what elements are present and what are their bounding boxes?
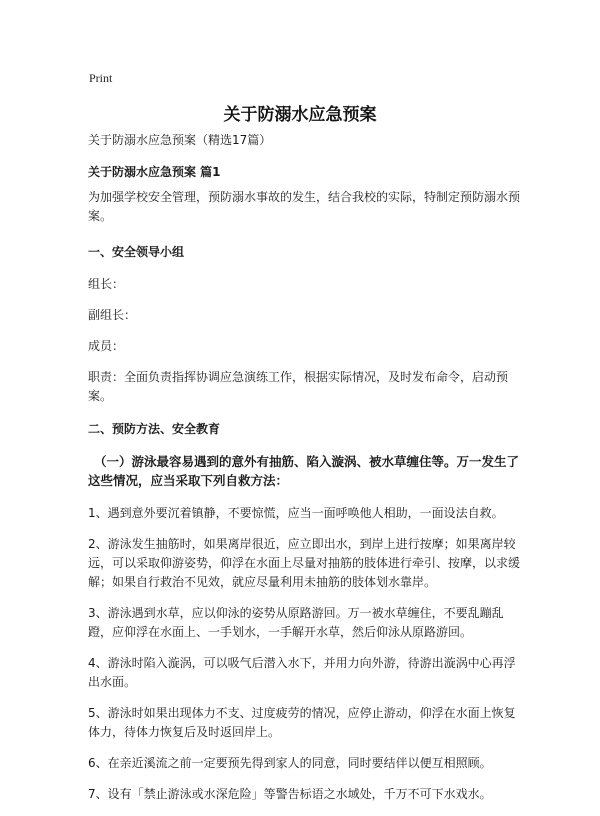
role-leader: 组长： xyxy=(88,277,125,291)
document-title: 关于防溺水应急预案 xyxy=(223,105,377,125)
document-body xyxy=(88,131,520,816)
list-item: 2、游泳发生抽筋时，如果离岸很近，应立即出水，到岸上进行按摩；如果离岸较远，可以采取仰游姿势，仰浮在水面上尽量对抽筋的肢体进行牵引、按摩，以求缓解；如果自行救治不见效，就应尽量利用未抽筋的肢体划水靠岸。 xyxy=(88,537,521,589)
list-item: 1、遇到意外要沉着镇静，不要惊慌，应当一面呼唤他人相助，一面设法自救。 xyxy=(88,506,504,520)
document-subtitle: 关于防溺水应急预案（精选17篇） xyxy=(88,133,272,147)
list-item: 7、设有「禁止游泳或水深危险」等警告标语之水域处，千万不可下水戏水。 xyxy=(88,787,492,801)
list-item: 3、游泳遇到水草，应以仰泳的姿势从原路游回。万一被水草缠住，不要乱蹦乱蹬，应仰浮在水面上、一手划水，一手解开水草，然后仰泳从原路游回。 xyxy=(88,606,504,639)
role-deputy: 副组长： xyxy=(88,308,137,322)
role-members: 成员： xyxy=(88,339,125,353)
section-heading-leadership: 一、安全领导小组 xyxy=(88,245,185,259)
list-item: 4、游泳时陷入漩涡，可以吸气后潜入水下，并用力向外游，待游出漩涡中心再浮出水面。 xyxy=(88,656,516,689)
list-item: 6、在亲近溪流之前一定要预先得到家人的同意，同时要结伴以便互相照顾。 xyxy=(88,756,492,770)
duty-paragraph: 职责：全面负责指挥协调应急演练工作，根据实际情况，及时发布命令，启动预案。 xyxy=(88,370,509,403)
article-heading: 关于防溺水应急预案 篇1 xyxy=(88,165,221,179)
self-rescue-intro: （一）游泳最容易遇到的意外有抽筋、陷入漩涡、被水草缠住等。万一发生了这些情况，应当采取下列自救方法： xyxy=(88,454,520,488)
print-label: Print xyxy=(89,71,113,85)
list-item: 5、游泳时如果出现体力不支、过度疲劳的情况，应停止游动，仰浮在水面上恢复体力，待体力恢复后及时返回岸上。 xyxy=(88,706,516,739)
intro-paragraph: 为加强学校安全管理，预防溺水事故的发生，结合我校的实际，特制定预防溺水预案。 xyxy=(88,190,521,223)
section-heading-prevention: 二、预防方法、安全教育 xyxy=(88,422,221,436)
